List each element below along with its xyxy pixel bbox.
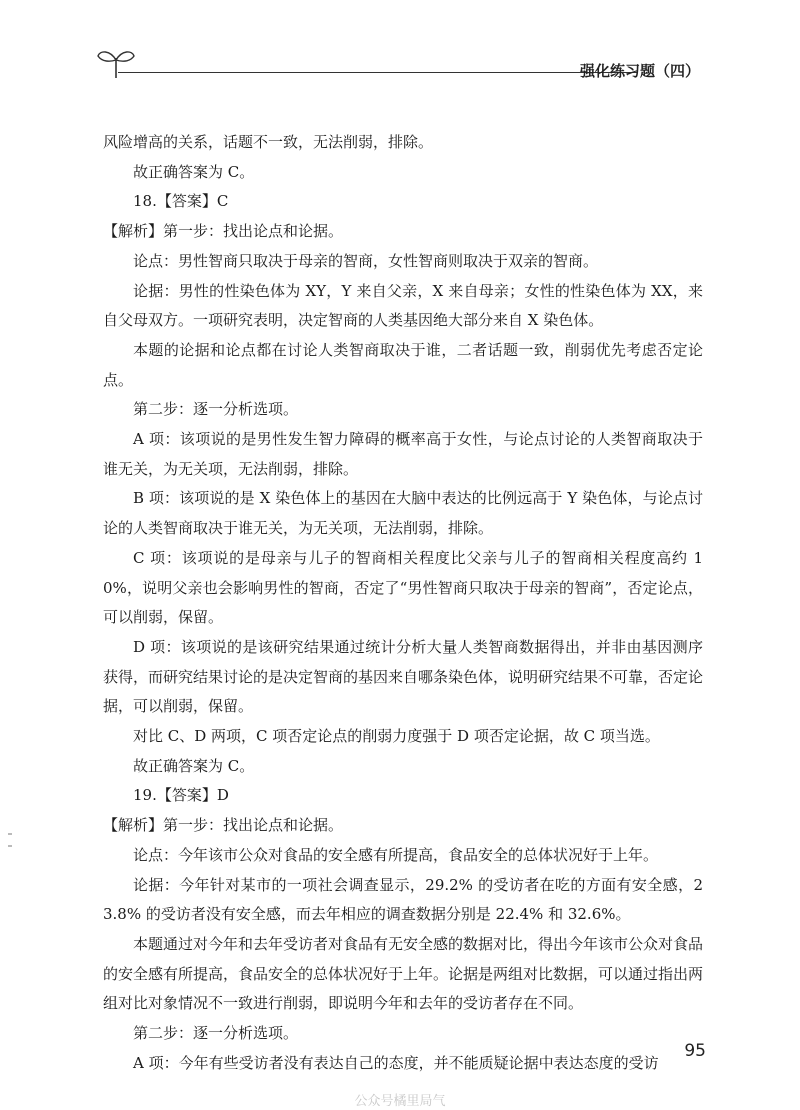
page-body — [103, 128, 703, 1079]
answer-heading: 19.【答案】D — [133, 786, 229, 805]
paragraph: 第二步：逐一分析选项。 — [133, 1024, 299, 1043]
analysis-heading: 【解析】第一步：找出论点和论据。 — [103, 222, 344, 241]
watermark: 公众号橘里局气 — [354, 1094, 446, 1109]
paragraph: D 项：该项说的是该研究结果通过统计分析大量人类智商数据得出，并非由基因测序获得，而研究结果讨论的是决定智商的基因来自哪条染色体，说明研究结果不可靠，否定论据，可以削弱，保留。 — [103, 637, 704, 716]
sprout-icon — [96, 46, 136, 80]
paragraph: A 项：今年有些受访者没有表达自己的态度，并不能质疑论据中表达态度的受访 — [133, 1053, 659, 1072]
answer-heading: 18.【答案】C — [133, 192, 229, 211]
paragraph: 论点：男性智商只取决于母亲的智商，女性智商则取决于双亲的智商。 — [133, 251, 599, 270]
paragraph: B 项：该项说的是 X 染色体上的基因在大脑中表达的比例远高于 Y 染色体，与论点讨论的人类智商取决于谁无关，为无关项，无法削弱，排除。 — [103, 489, 703, 538]
analysis-heading: 【解析】第一步：找出论点和论据。 — [103, 816, 344, 835]
header-title: 强化练习题（四） — [579, 62, 700, 80]
paragraph: 故正确答案为 C。 — [133, 162, 255, 181]
paragraph: C 项：该项说的是母亲与儿子的智商相关程度比父亲与儿子的智商相关程度高约 10%，说明父亲也会影响男性的智商，否定了“男性智商只取决于母亲的智商”，否定论点，可以削弱，保留。 — [103, 548, 703, 627]
page-header — [96, 42, 706, 82]
paragraph: 论点：今年该市公众对食品的安全感有所提高，食品安全的总体状况好于上年。 — [133, 845, 659, 864]
paragraph: 本题的论据和论点都在讨论人类智商取决于谁，二者话题一致，削弱优先考虑否定论点。 — [103, 340, 703, 389]
paragraph: 风险增高的关系，话题不一致，无法削弱，排除。 — [103, 133, 434, 151]
margin-marks — [8, 832, 14, 856]
page-number: 95 — [684, 1041, 706, 1061]
paragraph: 故正确答案为 C。 — [133, 756, 255, 775]
paragraph: 论据：男性的性染色体为 XY，Y 来自父亲，X 来自母亲；女性的性染色体为 XX，来自父母双方。一项研究表明，决定智商的人类基因绝大部分来自 X 染色体。 — [103, 281, 703, 330]
paragraph: 第二步：逐一分析选项。 — [133, 400, 299, 419]
paragraph: 对比 C、D 两项，C 项否定论点的削弱力度强于 D 项否定论据，故 C 项当选。 — [133, 727, 660, 746]
paragraph: A 项：该项说的是男性发生智力障碍的概率高于女性，与论点讨论的人类智商取决于谁无关，为无关项，无法削弱，排除。 — [103, 430, 703, 478]
header-rule — [118, 72, 638, 73]
paragraph: 本题通过对今年和去年受访者对食品有无安全感的数据对比，得出今年该市公众对食品的安全感有所提高，食品安全的总体状况好于上年。论据是两组对比数据，可以通过指出两组对比对象情况不一致进行削弱，即说明今年和去年的受访者存在不同。 — [103, 934, 704, 1013]
paragraph: 论据：今年针对某市的一项社会调查显示，29.2% 的受访者在吃的方面有安全感，23.8% 的受访者没有安全感，而去年相应的调查数据分别是 22.4% 和 32.6%。 — [103, 875, 703, 924]
